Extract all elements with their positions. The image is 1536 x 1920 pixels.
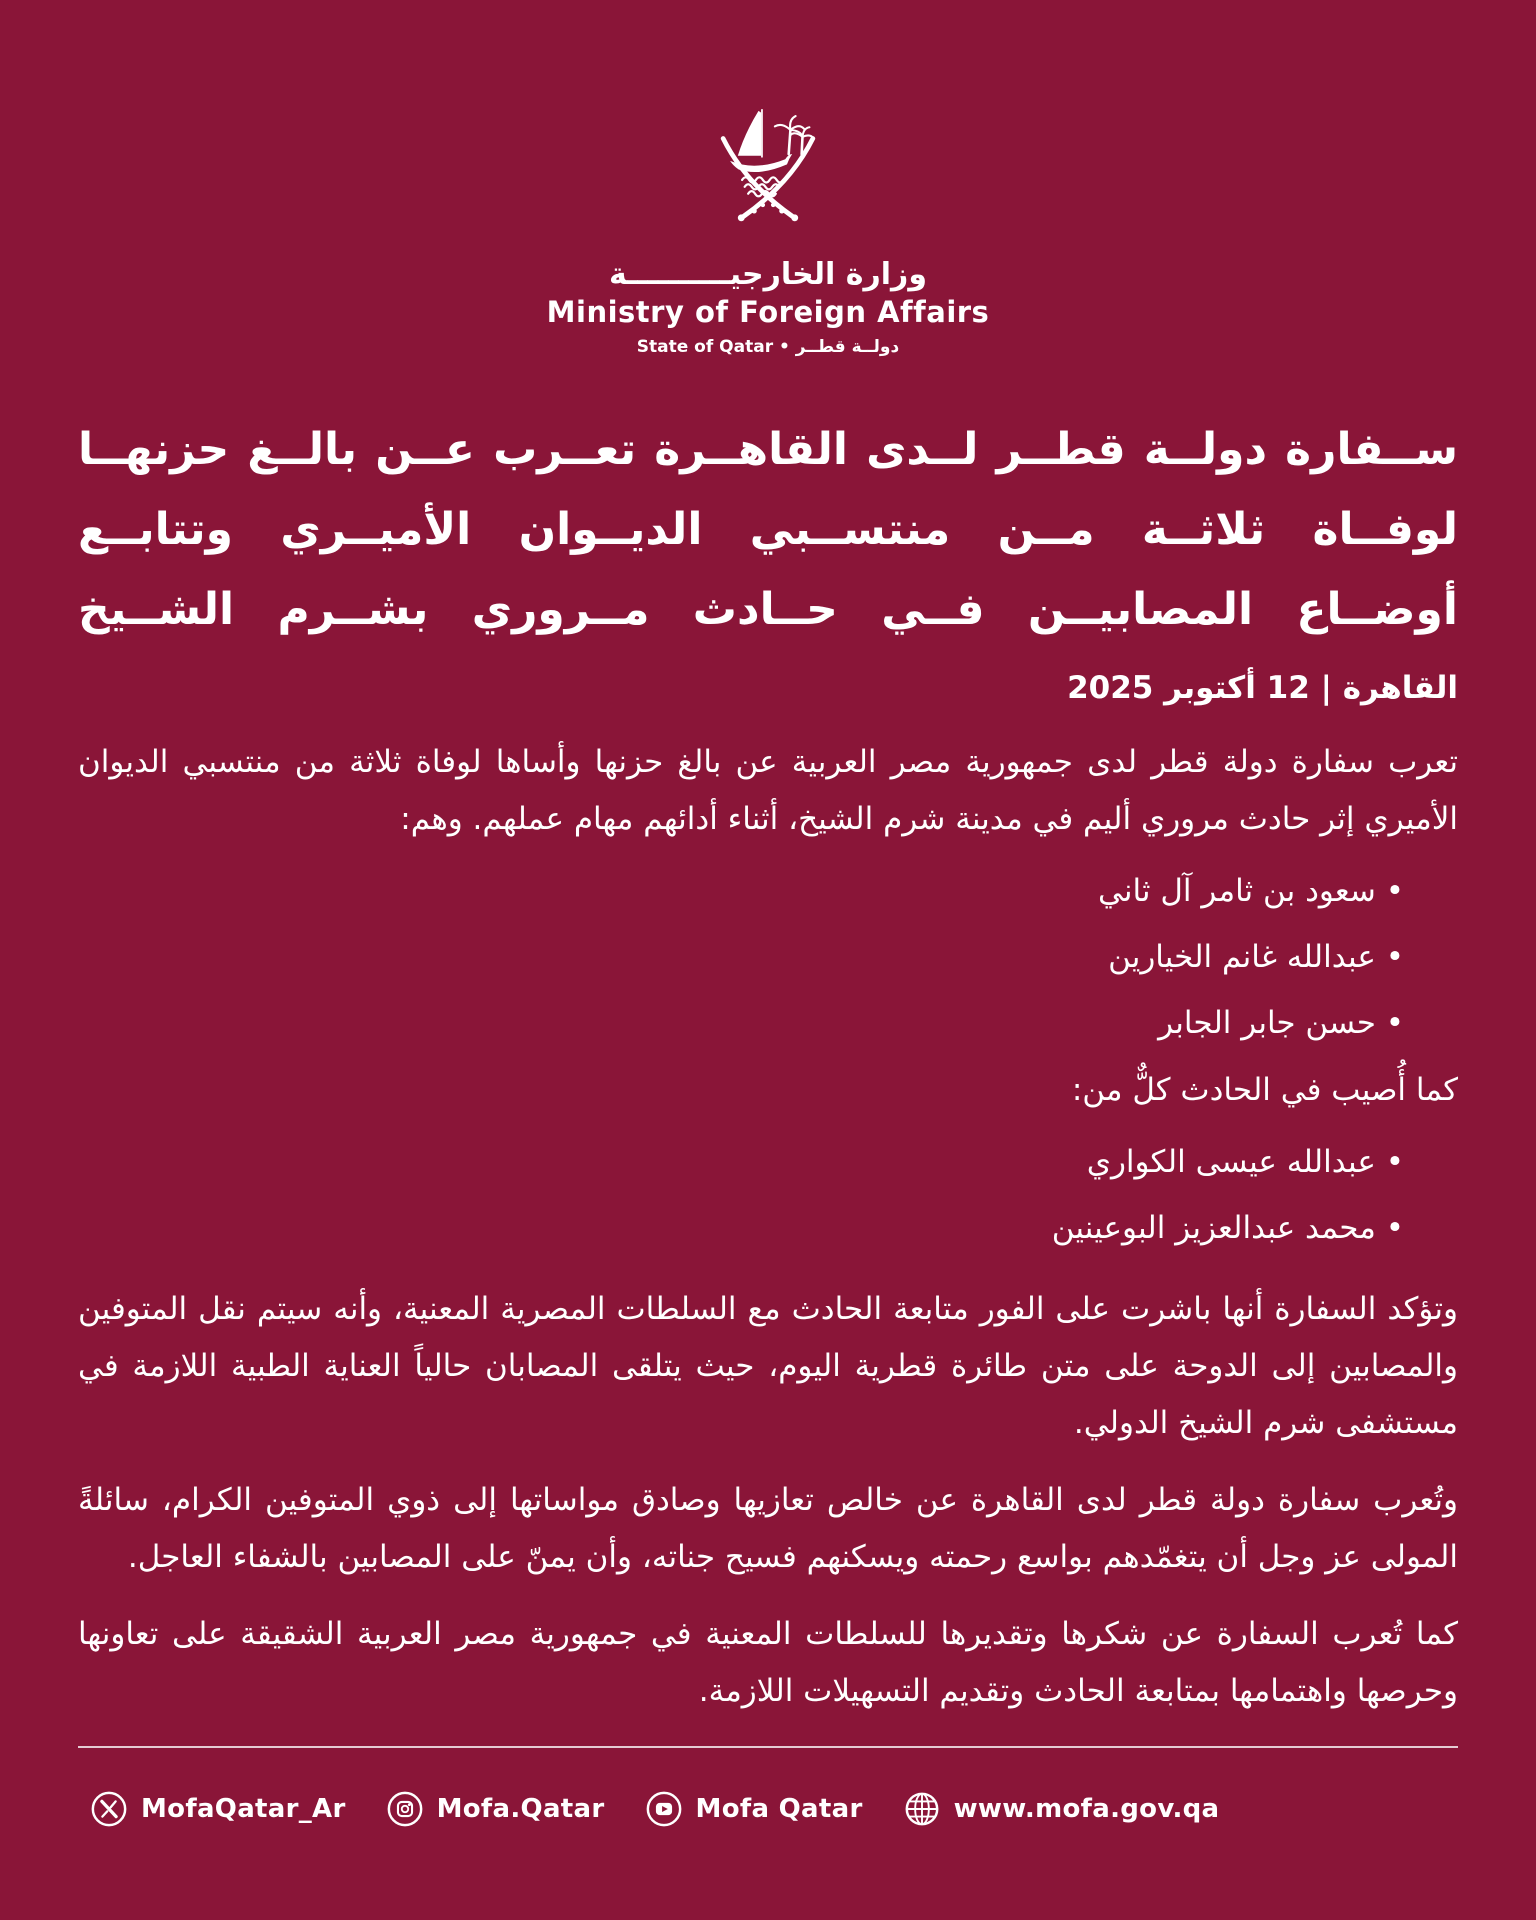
- youtube-handle: Mofa Qatar: [695, 1794, 863, 1824]
- footer-social-bar: [78, 1790, 1458, 1828]
- footer-item-x: [90, 1790, 346, 1828]
- injured-list: [78, 1129, 1458, 1261]
- list-item-injured: • محمد عبدالعزيز البوعينين: [78, 1195, 1404, 1261]
- youtube-icon: [645, 1790, 683, 1828]
- headline-line-3: أوضــاع المصابيــن فــي حــادث مــروري بشــرم الشــيخ: [78, 584, 1458, 635]
- list-item-injured: • عبدالله عيسى الكواري: [78, 1129, 1404, 1195]
- list-item-deceased: • سعود بن ثامر آل ثاني: [78, 858, 1404, 924]
- followup-paragraph: وتؤكد السفارة أنها باشرت على الفور متابعة الحادث مع السلطات المصرية المعنية، وأنه سيتم نقل المتوفين والمصابين إلى الدوحة على متن طائرة قطرية اليوم، حيث يتلقى المصابان حالياً العناية الطبية اللازمة في مستشفى شرم الشيخ الدولي.: [78, 1291, 1458, 1441]
- website-url: www.mofa.gov.qa: [953, 1794, 1220, 1824]
- headline-line-2: لوفــاة ثلاثــة مــن منتســبي الديــوان الأميــري وتتابــع: [78, 504, 1458, 555]
- footer-divider: [78, 1746, 1458, 1748]
- qatar-emblem-icon: [715, 104, 821, 242]
- footer-item-youtube: [645, 1790, 863, 1828]
- x-icon: [90, 1790, 128, 1828]
- statement-headline: [78, 410, 1458, 650]
- headline-line-1: ســفارة دولــة قطــر لــدى القاهــرة تعــرب عــن بالــغ حزنهــا: [78, 424, 1458, 475]
- x-handle: MofaQatar_Ar: [141, 1794, 346, 1824]
- globe-icon: [903, 1790, 941, 1828]
- condolences-paragraph: وتُعرب سفارة دولة قطر لدى القاهرة عن خالص تعازيها وصادق مواساتها إلى ذوي المتوفين الكرام، سائلةً المولى عز وجل أن يتغمّدهم بواسع رحمته ويسكنهم فسيح جناته، وأن يمنّ على المصابين بالشفاء العاجل.: [78, 1482, 1458, 1575]
- footer-item-website: [903, 1790, 1220, 1828]
- dateline: القاهرة | 12 أكتوبر 2025: [1067, 670, 1458, 706]
- thanks-paragraph: كما تُعرب السفارة عن شكرها وتقديرها للسلطات المعنية في جمهورية مصر العربية الشقيقة على تعاونها وحرصها واهتمامها بمتابعة الحادث وتقديم التسهيلات اللازمة.: [78, 1616, 1458, 1709]
- intro-paragraph: تعرب سفارة دولة قطر لدى جمهورية مصر العربية عن بالغ حزنها وأساها لوفاة ثلاثة من منتسبي الديوان الأميري إثر حادث مروري أليم في مدينة شرم الشيخ، أثناء أدائهم مهام عملهم. وهم:: [78, 744, 1458, 837]
- header: [78, 0, 1458, 360]
- instagram-handle: Mofa.Qatar: [436, 1794, 605, 1824]
- state-of-qatar-line: State of Qatar • دولــة قطــر: [636, 337, 900, 357]
- instagram-icon: [386, 1790, 424, 1828]
- list-item-deceased: • حسن جابر الجابر: [78, 990, 1404, 1056]
- ministry-name-arabic: وزارة الخارجيــــــــــة: [609, 257, 927, 292]
- list-item-deceased: • عبدالله غانم الخيارين: [78, 924, 1404, 990]
- statement-body: [78, 734, 1458, 1720]
- deceased-list: [78, 858, 1458, 1056]
- ministry-name-english: Ministry of Foreign Affairs: [546, 295, 990, 329]
- footer-item-instagram: [386, 1790, 605, 1828]
- injured-intro-line: كما أُصيب في الحادث كلٌّ من:: [1071, 1072, 1458, 1108]
